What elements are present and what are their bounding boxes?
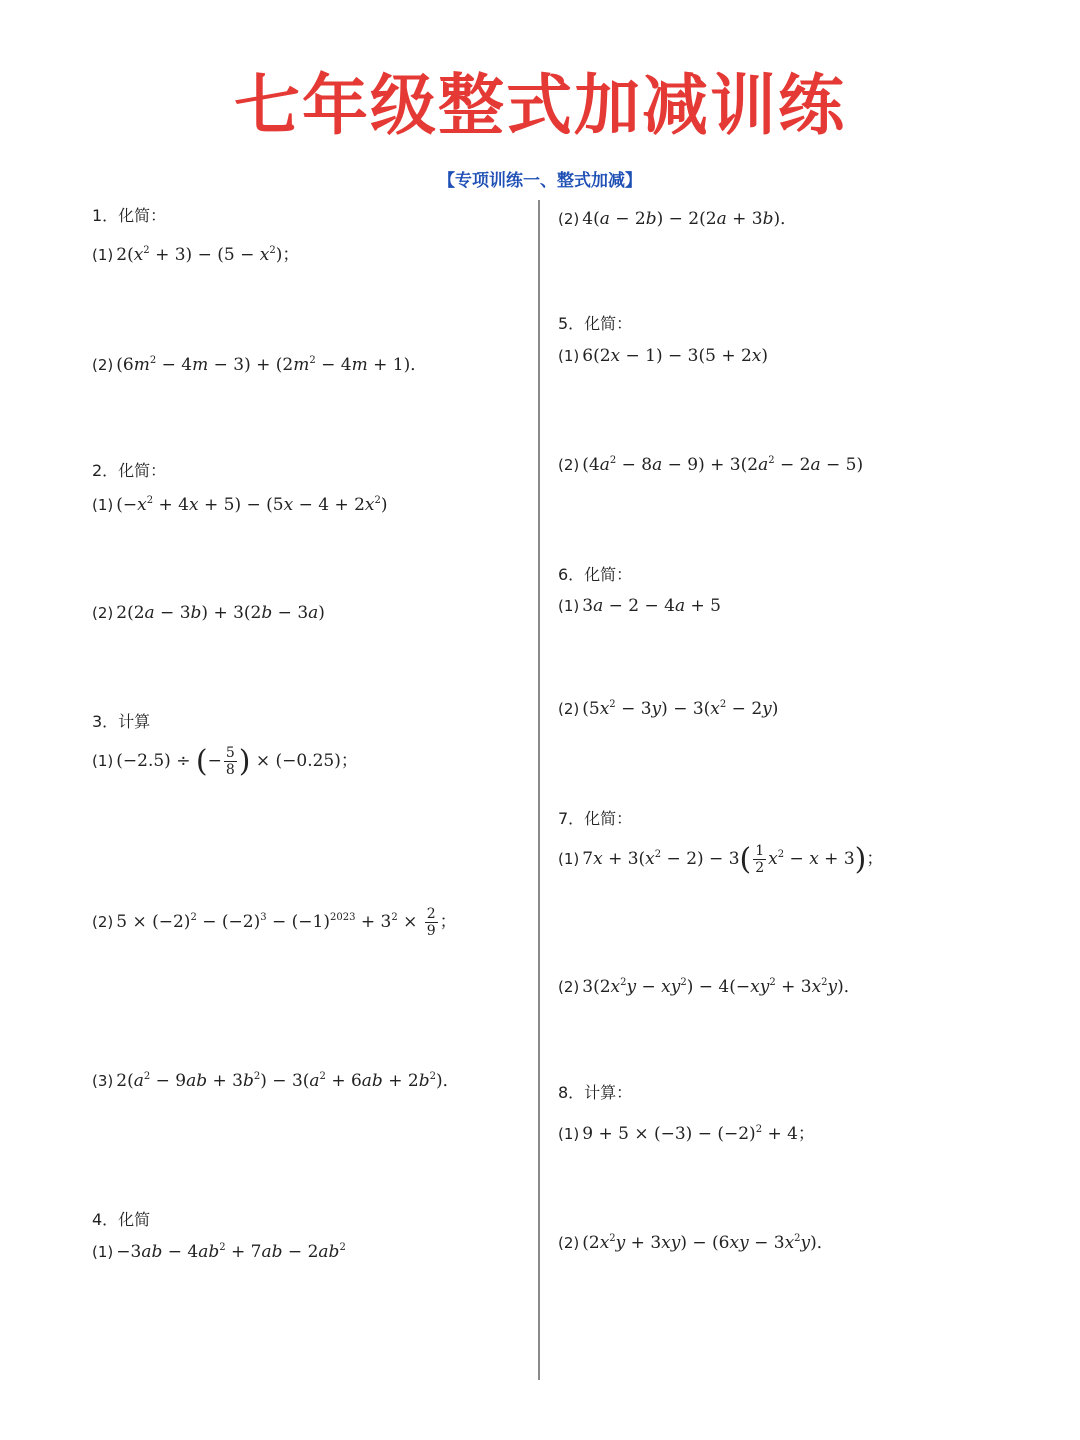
question-5-part-2: (2) $(4a^2 - 8a - 9) + 3(2a^2 - 2a - 5)$: [558, 455, 864, 475]
question-7-part-1: (1) $7x + 3(x^2 - 2) - 3$( $\frac{1}{2}$ $x^2 - x + 3$)；: [558, 842, 884, 877]
question-8-part-1: (1) $9 + 5 \times (-3) - (-2)^2 + 4$；: [558, 1124, 815, 1144]
question-1-part-2: (2) $(6m^2 - 4m - 3) + (2m^2 - 4m + 1)$．: [92, 355, 428, 375]
page-title: 七年级整式加减训练: [234, 67, 846, 144]
question-5-part-1: (1) 6(2x − 1) − 3(5 + 2x): [558, 346, 769, 366]
question-3-part-1: (1) (−2.5) ÷ (− $\frac{5}{8}$ ) × (−0.25)；: [92, 744, 358, 779]
question-1-heading: 1．化简：: [92, 206, 167, 225]
question-7-part-2: (2) $3(2x^2y - xy^2) - 4(-xy^2 + 3x^2y)$．: [558, 977, 861, 997]
question-4-part-1: $(1) -3ab - 4ab^2 + 7ab - 2ab^2$: [92, 1242, 346, 1262]
question-2-part-1: (1) $(-x^2 + 4x + 5) - (5x - 4 + 2x^2)$: [92, 495, 388, 515]
section-subtitle: 【专项训练一、整式加减】: [438, 171, 642, 191]
question-2-part-2: (2) 2(2a − 3b) + 3(2b − 3a): [92, 603, 325, 623]
column-divider: [538, 200, 540, 1380]
question-8-heading: 8．计算：: [558, 1083, 633, 1102]
question-7-heading: 7．化简：: [558, 809, 633, 828]
question-6-part-2: (2) $(5x^2 - 3y) - 3(x^2 - 2y)$: [558, 699, 779, 719]
question-2-heading: 2．化简：: [92, 461, 167, 480]
question-3-part-2: (2) $5 \times (-2)^2 - (-2)^3 - (-1)^{2023} + 3^2$ × $\frac{2}{9}$ ；: [92, 906, 457, 939]
question-5-heading: 5．化简：: [558, 314, 633, 333]
question-6-heading: 6．化简：: [558, 565, 633, 584]
question-3-part-3: (3) $2(a^2 - 9ab + 3b^2) - 3(a^2 + 6ab + 2b^2)$．: [92, 1071, 460, 1091]
question-4-part-2: (2) 4(a − 2b) − 2(2a + 3b)．: [558, 209, 798, 229]
question-3-heading: 3．计算: [92, 712, 151, 731]
question-1-part-1: (1) $2(x^2 + 3) - (5 - x^2)$；: [92, 245, 300, 265]
question-6-part-1: (1) 3a − 2 − 4a + 5: [558, 596, 721, 616]
question-8-part-2: (2) $(2x^2y + 3xy) - (6xy - 3x^2y)$．: [558, 1233, 834, 1253]
question-4-heading: 4．化简: [92, 1210, 151, 1229]
